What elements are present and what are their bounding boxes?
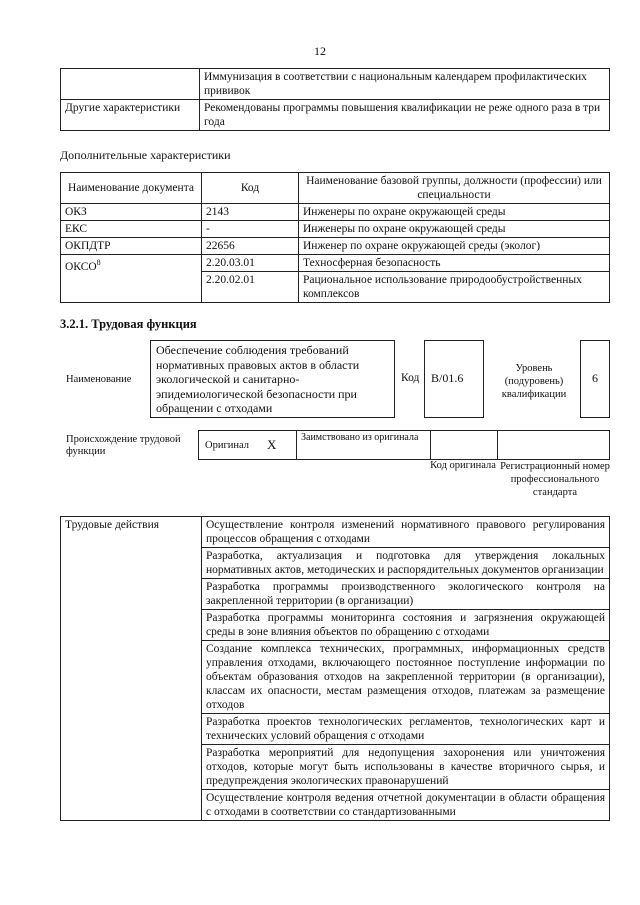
labor-action-item: Разработка программы производственного экологического контроля на закрепленной территории (в организации) xyxy=(202,579,610,610)
code-label: Код xyxy=(401,372,420,384)
code-original-label: Код оригинала xyxy=(430,460,496,471)
origin-label: Происхождение трудовой функции xyxy=(66,434,181,457)
footnote-mark: 8 xyxy=(96,258,101,267)
cell-document: ОКЗ xyxy=(61,204,202,221)
function-code-box: B/01.6 xyxy=(424,340,484,418)
row-label: Другие характеристики xyxy=(61,100,200,131)
cell-document xyxy=(61,255,202,303)
labor-action-item: Разработка, актуализация и подготовка для утверждения локальных нормативных актов, методических и распорядительных документов организации xyxy=(202,548,610,579)
cell-name: Инженеры по охране окружающей среды xyxy=(299,204,610,221)
additional-heading: Дополнительные характеристики xyxy=(60,148,231,162)
cell-name: Инженер по охране окружающей среды (эколог) xyxy=(299,238,610,255)
origin-divider xyxy=(296,430,297,460)
labor-action-item: Создание комплекса технических, программных, информационных средств управления отходами, включающего постоянное поступление информации по объектам образования отходов на закрепленной территории (в организации), классам их опасности, местам размещения отходов, платежам за размещение отходов xyxy=(202,641,610,714)
function-title: 3.2.1. Трудовая функция xyxy=(60,317,197,331)
table-row xyxy=(61,255,610,272)
doc-name: ОКСО xyxy=(65,260,97,273)
cell-code: 2.20.02.01 xyxy=(202,272,299,303)
table-row xyxy=(61,238,610,255)
top-characteristics-table xyxy=(60,68,610,131)
table-row xyxy=(61,517,610,548)
labor-actions-table xyxy=(60,516,610,821)
table-row xyxy=(61,69,610,100)
header-group-name: Наименование базовой группы, должности (профессии) или специальности xyxy=(299,173,610,204)
table-row xyxy=(61,204,610,221)
cell-name: Рациональное использование природообустройственных комплексов xyxy=(299,272,610,303)
origin-divider xyxy=(497,430,498,460)
cell-code: 2143 xyxy=(202,204,299,221)
labor-action-item: Осуществление контроля ведения отчетной документации в области обращения с отходами в соответствии со стандартизованными xyxy=(202,790,610,821)
cell-document: ОКПДТР xyxy=(61,238,202,255)
level-label: Уровень (подуровень) квалификации xyxy=(501,363,567,400)
labor-action-item: Разработка программы мониторинга состояния и загрязнения окружающей среды в зоне влияния объектов по обращению с отходами xyxy=(202,610,610,641)
labor-actions-label: Трудовые действия xyxy=(61,517,202,821)
labor-action-item: Осуществление контроля изменений нормативного правового регулирования процессов обращения с отходами xyxy=(202,517,610,548)
name-label: Наименование xyxy=(66,374,132,385)
cell-name: Инженеры по охране окружающей среды xyxy=(299,221,610,238)
origin-divider xyxy=(430,430,431,460)
labor-action-item: Разработка мероприятий для недопущения захоронения или уничтожения отходов, которые могут быть использованы в качестве вторичного сырья, и предупреждения экологических правонарушений xyxy=(202,745,610,790)
cell-document: ЕКС xyxy=(61,221,202,238)
page-number: 12 xyxy=(314,44,326,58)
header-document: Наименование документа xyxy=(61,173,202,204)
level-box: 6 xyxy=(580,340,610,418)
row-label xyxy=(61,69,200,100)
header-code: Код xyxy=(202,173,299,204)
function-name-box: Обеспечение соблюдения требований нормативных правовых актов в области экологической и санитарно-эпидемиологической безопасности при обращении с отходами xyxy=(150,340,395,418)
cell-code: 2.20.03.01 xyxy=(202,255,299,272)
cell-code: 22656 xyxy=(202,238,299,255)
reg-number-label: Регистрационный номер профессионального стандарта xyxy=(500,461,610,498)
table-header-row xyxy=(61,173,610,204)
table-row xyxy=(61,221,610,238)
row-text: Иммунизация в соответствии с национальным календарем профилактических прививок xyxy=(200,69,610,100)
borrowed-label: Заимствовано из оригинала xyxy=(301,432,419,443)
table-row xyxy=(61,100,610,131)
cell-code: - xyxy=(202,221,299,238)
row-text: Рекомендованы программы повышения квалификации не реже одного раза в три года xyxy=(200,100,610,131)
labor-action-item: Разработка проектов технологических регламентов, технологических карт и технических условий обращения с отходами xyxy=(202,714,610,745)
original-mark: X xyxy=(267,437,277,452)
cell-name: Техносферная безопасность xyxy=(299,255,610,272)
additional-characteristics-table xyxy=(60,172,610,303)
original-label: Оригинал xyxy=(205,440,249,451)
